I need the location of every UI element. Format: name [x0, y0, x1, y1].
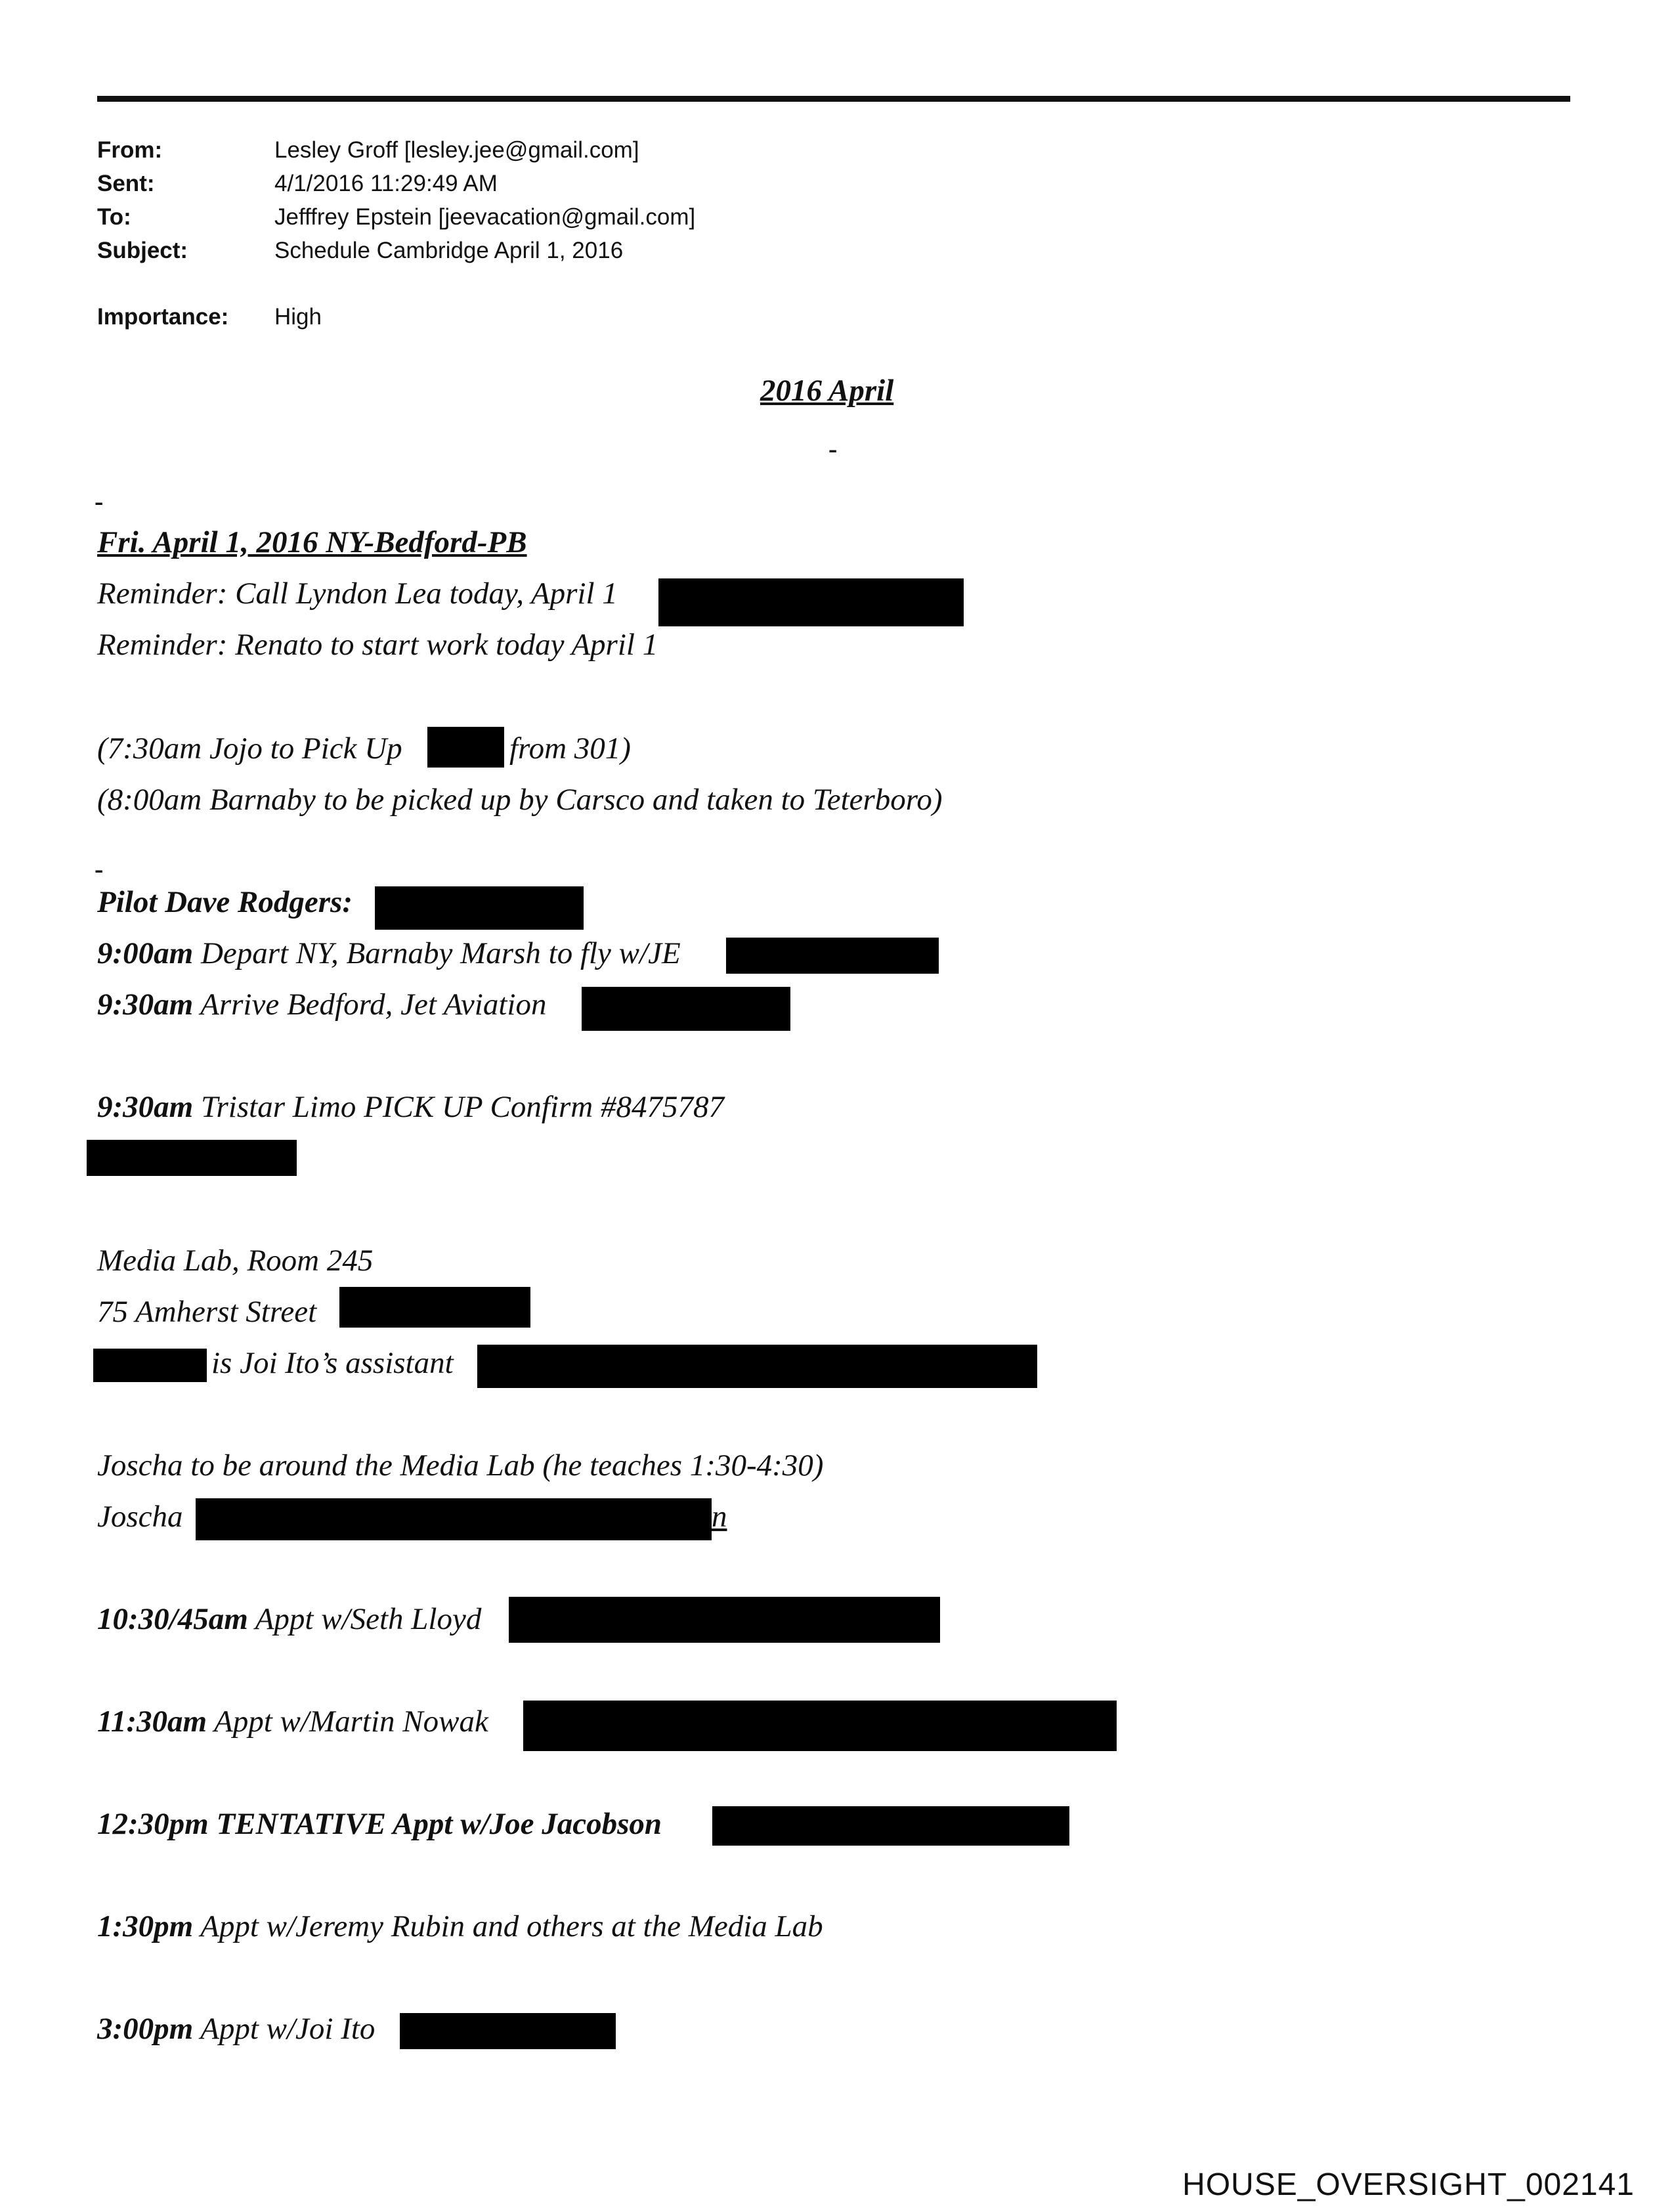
from-label: From: [97, 137, 163, 163]
pilot-label: Pilot Dave Rodgers: [97, 885, 353, 919]
joscha-label: Joscha [97, 1500, 183, 1534]
entry-1230: 12:30pm TENTATIVE Appt w/Joe Jacobson [97, 1807, 662, 1841]
redaction-box [477, 1345, 1037, 1388]
day-heading: Fri. April 1, 2016 NY-Bedford-PB [97, 525, 527, 559]
time-0930-limo: 9:30am [97, 1090, 194, 1124]
media-lab-room: Media Lab, Room 245 [97, 1244, 374, 1278]
joscha-tail: n [712, 1500, 727, 1534]
entry-0930-arrive [97, 985, 546, 1024]
redaction-box [712, 1806, 1069, 1846]
barnaby-pickup: (8:00am Barnaby to be picked up by Carsco and taken to Teterboro) [97, 783, 943, 817]
month-heading: 2016 April [760, 374, 894, 408]
redaction-box [93, 1349, 207, 1382]
amherst-street: 75 Amherst Street [97, 1295, 317, 1329]
header-rule [97, 96, 1570, 102]
text-0130: Appt w/Jeremy Rubin and others at the Media Lab [200, 1909, 823, 1943]
time-0930-arrive: 9:30am [97, 987, 194, 1022]
from-value: Lesley Groff [lesley.jee@gmail.com] [274, 137, 639, 163]
sent-value: 4/1/2016 11:29:49 AM [274, 171, 498, 196]
text-0930-arrive: Arrive Bedford, Jet Aviation [200, 987, 547, 1022]
time-0900: 9:00am [97, 936, 194, 970]
pickup-text-a: (7:30am Jojo to Pick Up [97, 731, 402, 766]
entry-0930-limo [97, 1087, 724, 1127]
redaction-box [658, 578, 964, 626]
entry-1030 [97, 1599, 481, 1639]
dash-left-2: - [95, 854, 104, 884]
joi-ito-assistant: is Joi Ito’s assistant [211, 1346, 454, 1380]
redaction-box [509, 1597, 940, 1643]
pickup-text-b: from 301) [509, 731, 631, 766]
redaction-box [87, 1140, 297, 1176]
entry-1130 [97, 1702, 488, 1741]
redaction-box [427, 727, 504, 768]
redaction-box [339, 1287, 530, 1328]
entry-0900 [97, 934, 681, 973]
dash-left-1: - [95, 487, 104, 516]
redaction-box [375, 886, 584, 930]
reminder-renato: Reminder: Renato to start work today April 1 [97, 628, 658, 662]
joscha-note: Joscha to be around the Media Lab (he teaches 1:30-4:30) [97, 1448, 824, 1483]
text-0900: Depart NY, Barnaby Marsh to fly w/JE [200, 936, 681, 970]
time-1130: 11:30am [97, 1704, 207, 1739]
to-label: To: [97, 204, 131, 230]
redaction-box [400, 2013, 616, 2049]
redaction-box [196, 1498, 712, 1540]
time-0130: 1:30pm [97, 1909, 194, 1943]
redaction-box [726, 938, 939, 974]
dash-center: - [828, 434, 838, 464]
time-0300: 3:00pm [97, 2012, 194, 2046]
to-value: Jefffrey Epstein [jeevacation@gmail.com] [274, 204, 696, 230]
redaction-box [582, 987, 790, 1031]
bates-number: HOUSE_OVERSIGHT_002141 [1182, 2167, 1635, 2202]
redaction-box [523, 1701, 1117, 1751]
entry-0300 [97, 2009, 375, 2049]
importance-value: High [274, 304, 322, 330]
text-0930-limo: Tristar Limo PICK UP Confirm #8475787 [200, 1090, 724, 1124]
sent-label: Sent: [97, 171, 155, 196]
reminder-lyndon: Reminder: Call Lyndon Lea today, April 1 [97, 576, 618, 611]
subject-value: Schedule Cambridge April 1, 2016 [274, 238, 624, 263]
entry-0130 [97, 1907, 823, 1946]
text-1130: Appt w/Martin Nowak [214, 1704, 488, 1739]
subject-label: Subject: [97, 238, 188, 263]
importance-label: Importance: [97, 304, 229, 330]
time-1030: 10:30/45am [97, 1602, 248, 1636]
text-1030: Appt w/Seth Lloyd [255, 1602, 482, 1636]
text-0300: Appt w/Joi Ito [200, 2012, 376, 2046]
